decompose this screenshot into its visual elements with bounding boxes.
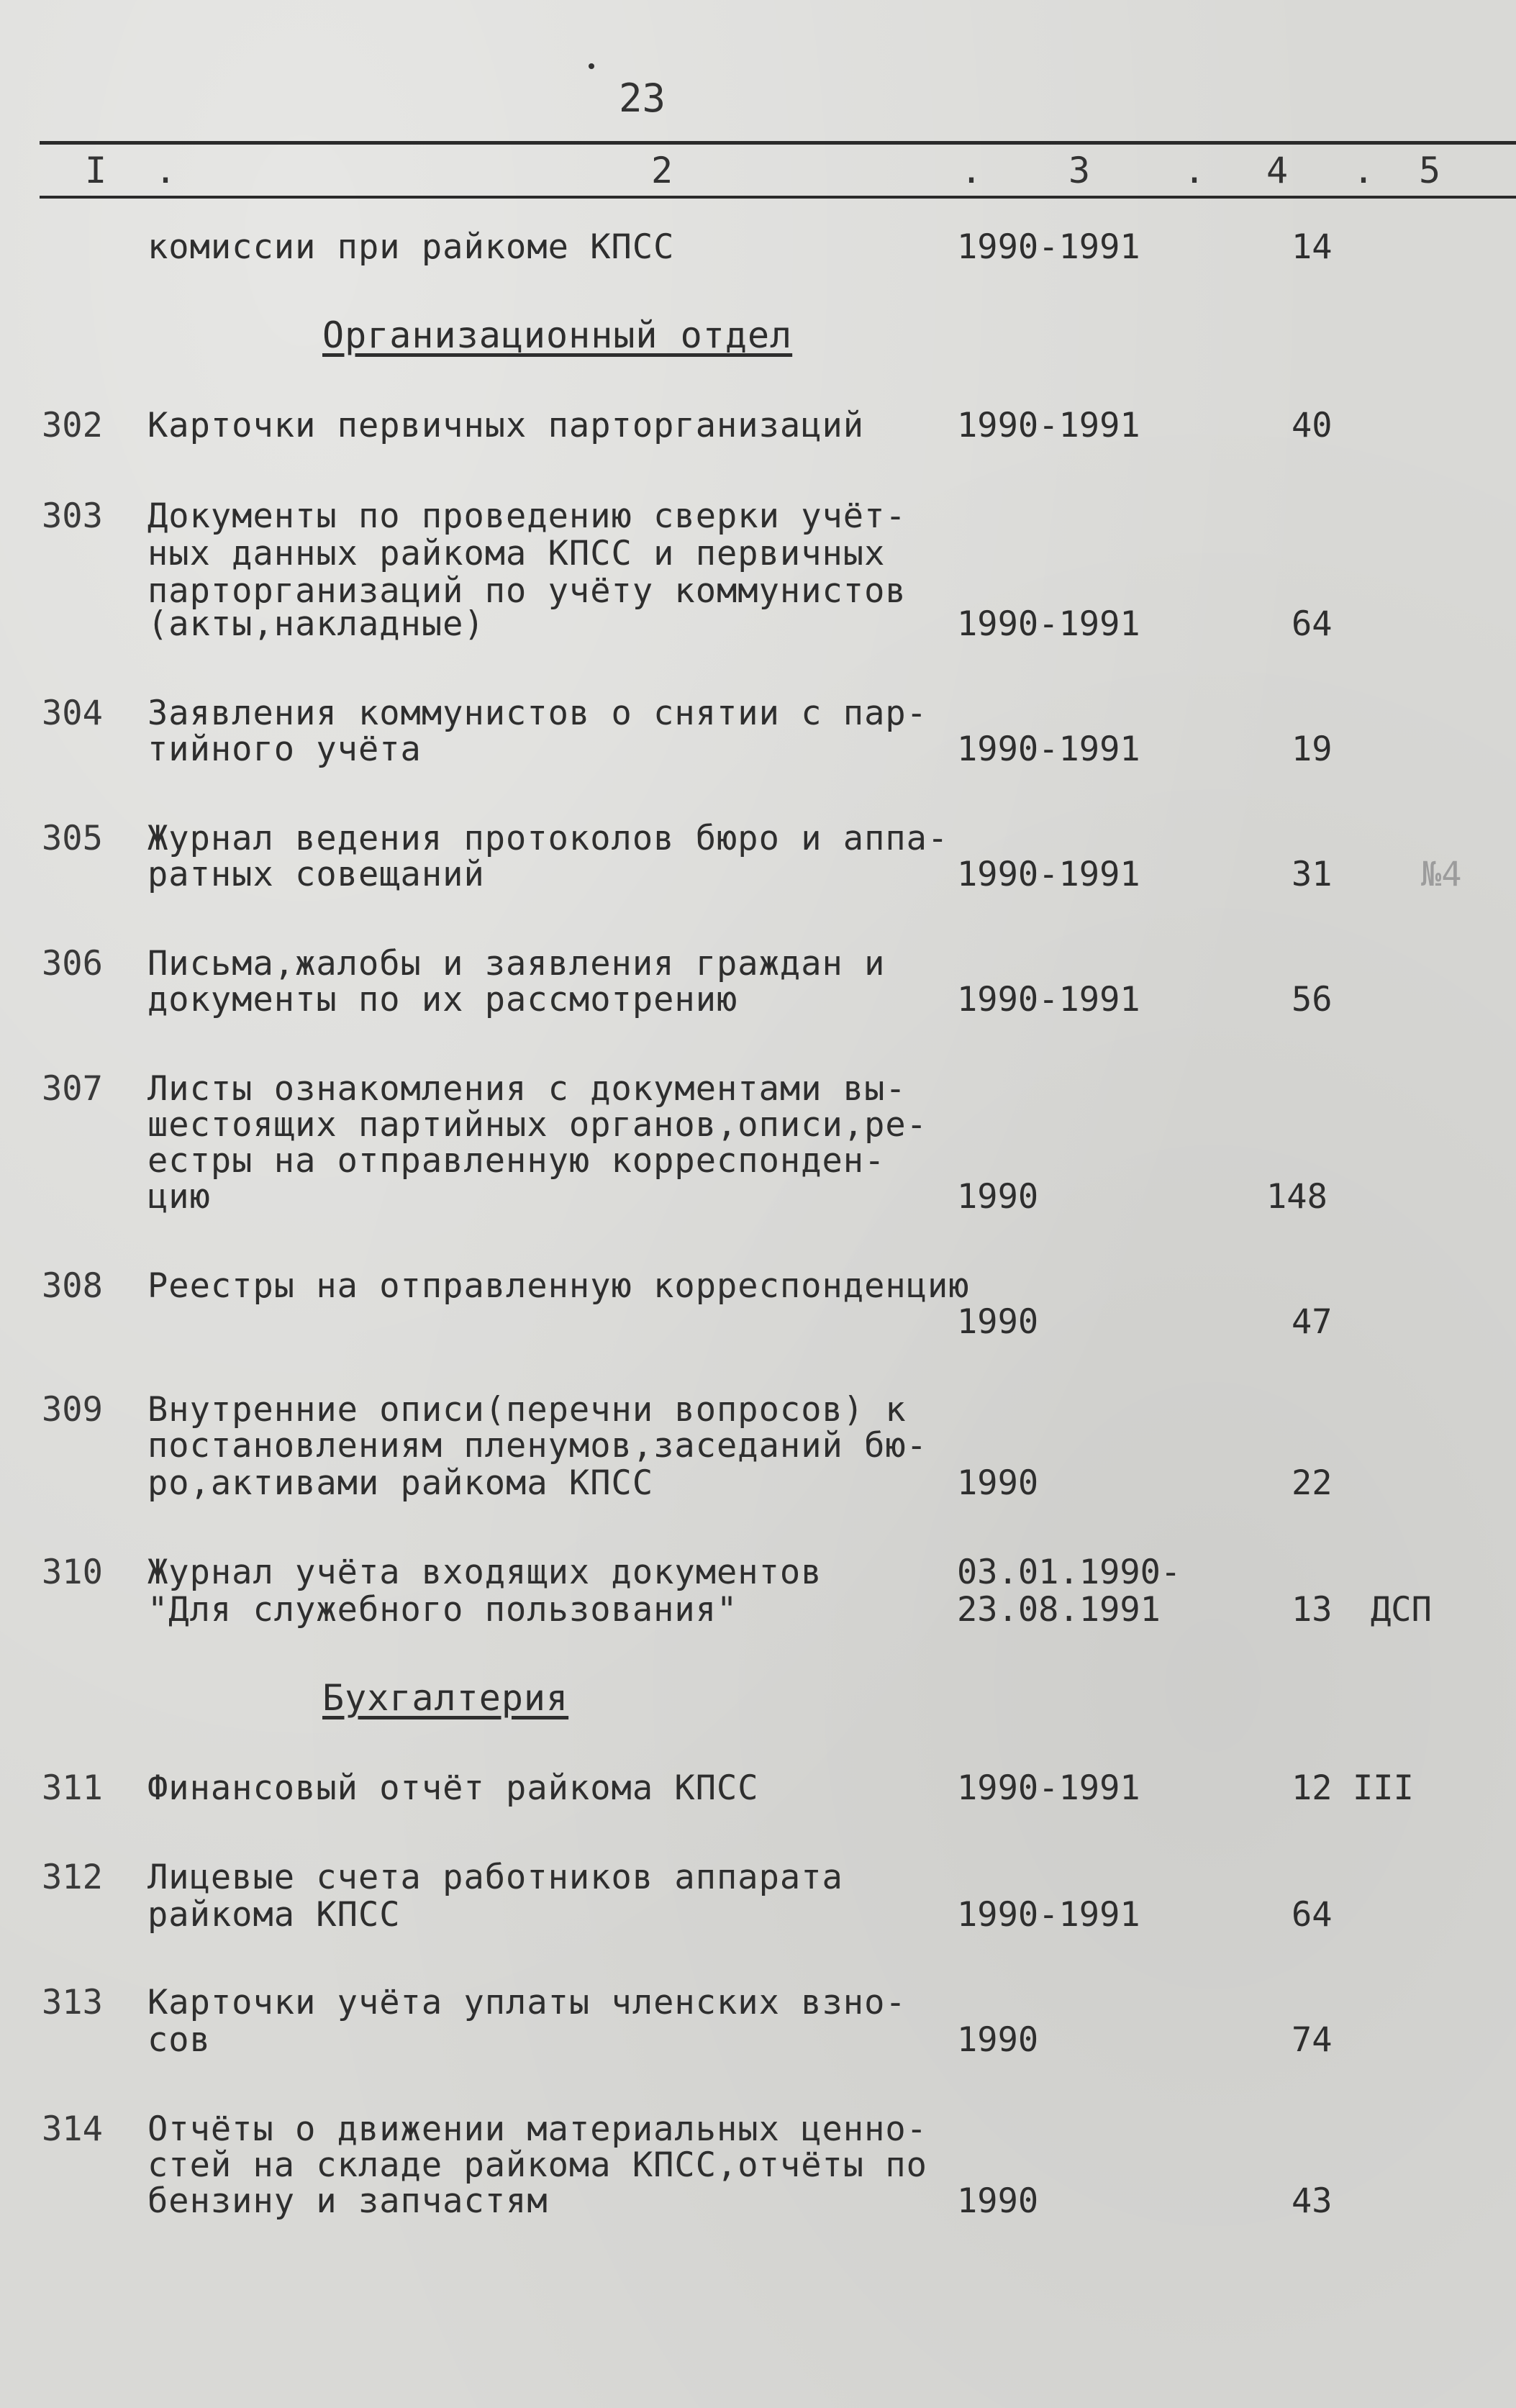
entry-sheets: 31 — [1292, 855, 1333, 894]
entry-number: 312 — [42, 1858, 103, 1897]
entry-dates: 1990 — [957, 2181, 1039, 2221]
entry-dates: 1990-1991 — [957, 855, 1140, 894]
entry-sheets: 64 — [1292, 604, 1333, 644]
section-title-accounting: Бухгалтерия — [322, 1677, 569, 1719]
entry-description-line: шестоящих партийных органов,описи,ре- — [147, 1105, 927, 1145]
column-header-1: I — [85, 150, 107, 191]
entry-description-line: бензину и запчастям — [147, 2181, 548, 2221]
entry-description-line: "Для служебного пользования" — [147, 1590, 738, 1630]
column-header-3: 3 — [1068, 150, 1091, 191]
entry-dates: 1990 — [957, 1177, 1039, 1217]
entry-description-line: Внутренние описи(перечни вопросов) к — [147, 1390, 907, 1430]
ink-dot — [589, 63, 594, 69]
entry-dates: 1990-1991 — [957, 1768, 1140, 1808]
entry-number: 303 — [42, 496, 103, 536]
entry-description-line: Листы ознакомления с документами вы- — [147, 1069, 907, 1109]
entry-dates: 1990-1991 — [957, 604, 1140, 644]
column-separator: . — [1184, 150, 1206, 191]
entry-dates: 1990-1991 — [957, 730, 1140, 769]
entry-description-line: Реестры на отправленную корреспонденцию — [147, 1266, 970, 1306]
entry-sheets: 47 — [1292, 1302, 1333, 1342]
entry-dates-start: 03.01.1990- — [957, 1553, 1181, 1592]
column-header-2: 2 — [651, 150, 673, 191]
entry-description-line: ро,активами райкома КПСС — [147, 1463, 654, 1503]
entry-dates-end: 23.08.1991 — [957, 1590, 1161, 1630]
entry-number: 304 — [42, 694, 103, 733]
entry-description-line: сов — [147, 2020, 211, 2060]
continuation-dates: 1990-1991 — [957, 227, 1140, 267]
entry-sheets: 19 — [1292, 730, 1333, 769]
entry-sheets: 12 — [1292, 1768, 1333, 1808]
entry-description-line: Карточки учёта уплаты членских взно- — [147, 1983, 907, 2022]
entry-description-line: райкома КПСС — [147, 1895, 401, 1935]
header-rule-top — [40, 141, 1516, 145]
entry-sheets: 43 — [1292, 2181, 1333, 2221]
entry-dates: 1990 — [957, 1463, 1039, 1503]
section-title-org-dept: Организационный отдел — [322, 314, 793, 356]
entry-description-line: стей на складе райкома КПСС,отчёты по — [147, 2145, 927, 2185]
entry-note: ДСП — [1371, 1590, 1432, 1630]
entry-number: 314 — [42, 2109, 103, 2149]
entry-description-line: Финансовый отчёт райкома КПСС — [147, 1768, 759, 1808]
entry-number: 313 — [42, 1983, 103, 2022]
entry-description-line: Журнал учёта входящих документов — [147, 1553, 822, 1592]
entry-number: 302 — [42, 406, 103, 445]
column-separator: . — [961, 150, 983, 191]
column-separator: . — [155, 150, 177, 191]
entry-dates: 1990-1991 — [957, 406, 1140, 445]
column-header-4: 4 — [1266, 150, 1289, 191]
entry-number: 309 — [42, 1390, 103, 1430]
entry-dates: 1990 — [957, 1302, 1039, 1342]
entry-number: 310 — [42, 1553, 103, 1592]
entry-sheets: 56 — [1292, 980, 1333, 1019]
column-header-5: 5 — [1419, 150, 1441, 191]
entry-number: 307 — [42, 1069, 103, 1109]
entry-description-line: Документы по проведению сверки учёт- — [147, 496, 907, 536]
entry-sheets: 74 — [1292, 2020, 1333, 2060]
entry-description-line: цию — [147, 1177, 211, 1217]
entry-description-line: Лицевые счета работников аппарата — [147, 1858, 843, 1897]
entry-description-line: парторганизаций по учёту коммунистов — [147, 571, 907, 611]
entry-description-line: ратных совещаний — [147, 855, 485, 894]
entry-description-line: документы по их рассмотрению — [147, 980, 738, 1019]
entry-description-line: ных данных райкома КПСС и первичных — [147, 534, 886, 573]
entry-sheets: 22 — [1292, 1463, 1333, 1503]
entry-number: 311 — [42, 1768, 103, 1808]
entry-description-line: (акты,накладные) — [147, 604, 485, 644]
entry-note: №4 — [1421, 855, 1462, 894]
entry-description-line: Журнал ведения протоколов бюро и аппа- — [147, 819, 949, 858]
entry-sheets: 64 — [1292, 1895, 1333, 1935]
column-separator: . — [1353, 150, 1375, 191]
entry-description-line: естры на отправленную корреспонден- — [147, 1141, 886, 1181]
entry-dates: 1990-1991 — [957, 1895, 1140, 1935]
entry-sheets: 40 — [1292, 406, 1333, 445]
entry-dates: 1990 — [957, 2020, 1039, 2060]
entry-description-line: Заявления коммунистов о снятии с пар- — [147, 694, 927, 733]
continuation-description: комиссии при райкоме КПСС — [147, 227, 675, 267]
entry-number: 305 — [42, 819, 103, 858]
header-rule-bottom — [40, 196, 1516, 199]
entry-sheets: 13 — [1292, 1590, 1333, 1630]
entry-sheets: 148 — [1266, 1177, 1327, 1217]
entry-description-line: постановлениям пленумов,заседаний бю- — [147, 1426, 927, 1466]
entry-number: 306 — [42, 944, 103, 983]
entry-number: 308 — [42, 1266, 103, 1306]
entry-dates: 1990-1991 — [957, 980, 1140, 1019]
continuation-sheets: 14 — [1292, 227, 1333, 267]
page-number: 23 — [619, 76, 666, 121]
entry-description-line: Отчёты о движении материальных ценно- — [147, 2109, 927, 2149]
entry-description-line: Письма,жалобы и заявления граждан и — [147, 944, 886, 983]
entry-description-line: тийного учёта — [147, 730, 422, 769]
entry-description-line: Карточки первичных парторганизаций — [147, 406, 865, 445]
entry-note: III — [1353, 1768, 1414, 1808]
